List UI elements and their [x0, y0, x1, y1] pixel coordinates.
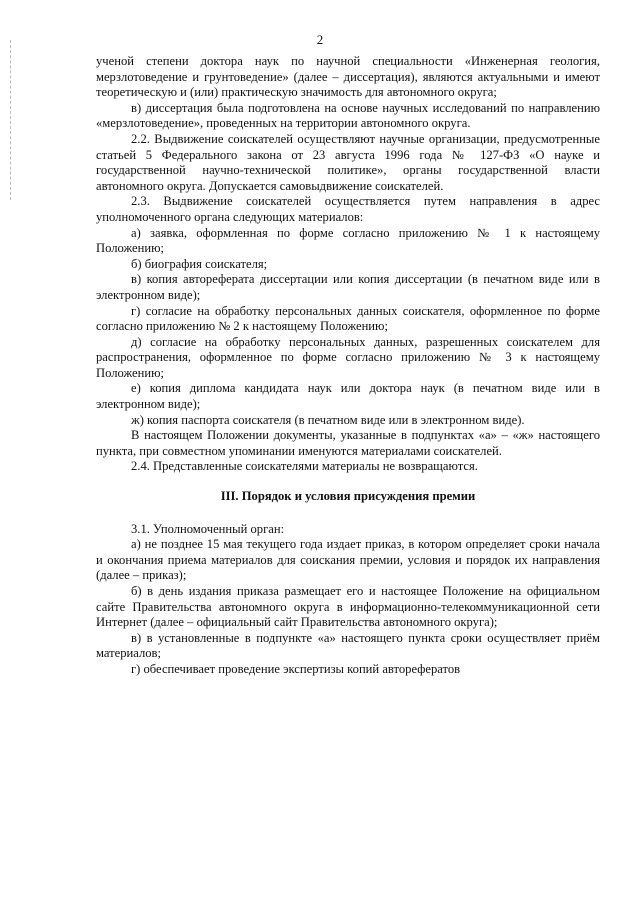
- paragraph: ж) копия паспорта соискателя (в печатном виде или в электронном виде).: [131, 412, 525, 427]
- paragraph: 3.1. Уполномоченный орган:: [131, 521, 285, 536]
- paragraph: в) диссертация была подготовлена на основе научных исследований по направлению «мерзлотоведение», проведенных на территории автономного округа.: [96, 100, 600, 131]
- paragraph: а) заявка, оформленная по форме согласно приложению № 1 к настоящему Положению;: [96, 225, 600, 256]
- scan-margin-mark: [10, 40, 12, 200]
- paragraph: ученой степени доктора наук по научной специальности «Инженерная геология, мерзлотоведение и грунтоведение» (далее – диссертация), являются актуальными и имеют теоретическую и (или) практическую значимость для автономного округа;: [96, 54, 600, 100]
- paragraph: г) согласие на обработку персональных данных соискателя, оформленное по форме согласно приложению № 2 к настоящему Положению;: [96, 303, 600, 334]
- paragraph: 2.4. Представленные соискателями материалы не возвращаются.: [131, 459, 478, 474]
- paragraph: 2.3. Выдвижение соискателей осуществляется путем направления в адрес уполномоченного органа следующих материалов:: [96, 194, 600, 224]
- paragraph: е) копия диплома кандидата наук или доктора наук (в печатном виде или в электронном виде);: [96, 381, 600, 412]
- paragraph: В настоящем Положении документы, указанные в подпунктах «а» – «ж» настоящего пункта, при совместном упоминании именуются материалами соискателей.: [96, 428, 600, 458]
- paragraph: б) биография соискателя;: [131, 256, 268, 271]
- paragraph: б) в день издания приказа размещает его и настоящее Положение на официальном сайте Правительства автономного округа в информационно-телекоммуникационной сети Интернет (далее – официальный сайт Правительства автономного округа);: [96, 584, 600, 630]
- paragraph: 2.2. Выдвижение соискателей осуществляют научные организации, предусмотренные статьей 5 Федерального закона от 23 августа 1996 года № 127-ФЗ «О науке и государственной научно-технической политике», органы государственной власти автономного округа. Допускается самовыдвижение соискателей.: [96, 131, 600, 193]
- paragraph: в) копия автореферата диссертации или копия диссертации (в печатном виде или в электронном виде);: [96, 272, 600, 302]
- page-number: 2: [316, 32, 324, 47]
- document-body: [96, 54, 600, 678]
- paragraph: а) не позднее 15 мая текущего года издает приказ, в котором определяет сроки начала и окончания приема материалов для соискания премии, условия и порядок их направления (далее – приказ);: [96, 537, 600, 583]
- paragraphs-after-section: [96, 522, 600, 678]
- paragraphs-before-section: [96, 54, 600, 475]
- paragraph: д) согласие на обработку персональных данных, разрешенных соискателем для распространения, оформленное по форме согласно приложению № 3 к настоящему Положению;: [96, 334, 600, 380]
- paragraph: г) обеспечивает проведение экспертизы копий авторефератов: [131, 661, 461, 676]
- section-heading: III. Порядок и условия присуждения премии: [220, 489, 476, 504]
- paragraph: в) в установленные в подпункте «а» настоящего пункта сроки осуществляет приём материалов;: [96, 630, 600, 661]
